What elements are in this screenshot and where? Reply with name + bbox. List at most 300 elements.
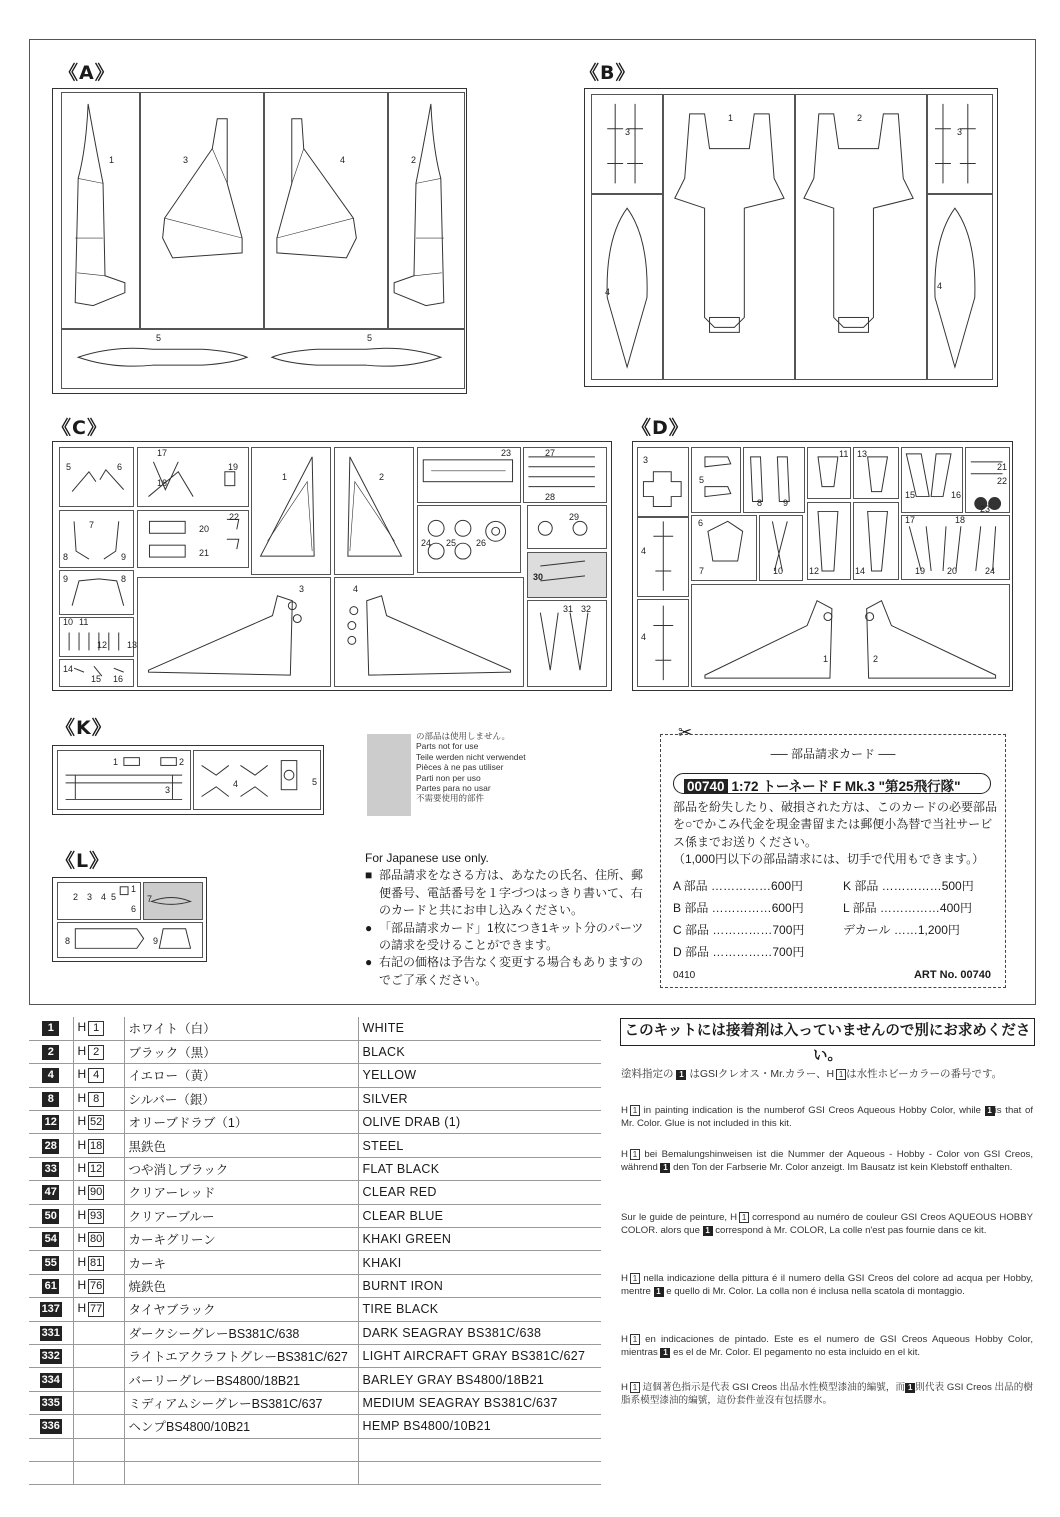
color-name-jp: クリアーブルー bbox=[124, 1204, 358, 1227]
part-number: 5 bbox=[312, 777, 318, 787]
hobby-color-box: 77 bbox=[90, 1303, 103, 1316]
color-name-jp: ダークシーグレーBS381C/638 bbox=[124, 1321, 358, 1344]
hobby-color-box: 1 bbox=[630, 1382, 640, 1393]
legend-line: Teile werden nicht verwendet bbox=[416, 751, 526, 762]
part-number: 20 bbox=[199, 524, 210, 534]
part-number: 22 bbox=[229, 512, 240, 522]
paint-note-es bbox=[621, 1333, 1033, 1359]
part-number: 8 bbox=[63, 552, 69, 562]
mr-color-cell bbox=[29, 1321, 73, 1344]
part-number: 15 bbox=[91, 674, 102, 684]
note-text: 則代表 GSI Creos 出品的樹脂系模型漆油的編號，這份套件並沒有包括膠水。 bbox=[621, 1382, 1033, 1406]
part-number: 25 bbox=[446, 538, 457, 548]
jp-notes-heading: For Japanese use only. bbox=[365, 851, 489, 865]
color-name-jp: ホワイト（白） bbox=[124, 1017, 358, 1040]
part-number: 1 bbox=[282, 472, 288, 482]
part-number: 32 bbox=[581, 604, 592, 614]
color-name-en: HEMP BS4800/10B21 bbox=[358, 1415, 601, 1438]
sprue-b-label: 《B》 bbox=[580, 62, 636, 84]
part-number: 14 bbox=[63, 664, 74, 674]
glue-notice: このキットには接着剤は入っていませんので別にお求めください。 bbox=[620, 1018, 1035, 1046]
color-name-en: TIRE BLACK bbox=[358, 1298, 601, 1321]
hobby-prefix: H bbox=[77, 1254, 87, 1269]
part-number: 16 bbox=[951, 490, 962, 500]
color-name-en bbox=[358, 1438, 601, 1461]
mr-color-badge: 137 bbox=[41, 1303, 60, 1316]
part-number: 9 bbox=[153, 936, 159, 946]
part-number: 24 bbox=[985, 566, 996, 576]
part-number: 6 bbox=[698, 518, 704, 528]
color-name-en: OLIVE DRAB (1) bbox=[358, 1111, 601, 1134]
hobby-prefix: H bbox=[77, 1184, 87, 1199]
paint-row bbox=[29, 1134, 601, 1157]
note-text: は水性ホビーカラーの番号です。 bbox=[846, 1068, 1003, 1080]
price-row: K 部品 ……………500円 bbox=[843, 879, 974, 893]
color-name-en: CLEAR BLUE bbox=[358, 1204, 601, 1227]
part-number: 7 bbox=[699, 566, 705, 576]
jp-note-item bbox=[365, 867, 645, 919]
part-number: 21 bbox=[997, 462, 1008, 472]
art-number: ART No. 00740 bbox=[913, 969, 991, 981]
note-text: correspond au numéro de couleur GSI Creos AQUEOUS HOBBY COLOR. alors que bbox=[621, 1212, 1033, 1236]
part-number: 8 bbox=[757, 498, 763, 508]
part-number: 6 bbox=[131, 904, 137, 914]
part-number: 23 bbox=[501, 448, 512, 458]
part-number: 21 bbox=[199, 548, 210, 558]
note-text: 這個著色指示是代表 GSI Creos 出品水性模型漆油的編號，而 bbox=[639, 1382, 906, 1393]
mr-color-badge: 28 bbox=[42, 1139, 59, 1154]
hobby-prefix: H bbox=[77, 1067, 87, 1082]
mr-color-badge: 334 bbox=[41, 1373, 60, 1386]
paint-row bbox=[29, 1438, 601, 1461]
mr-color-badge: 1 bbox=[654, 1287, 664, 1297]
color-name-jp: バーリーグレーBS4800/18B21 bbox=[124, 1368, 358, 1391]
hobby-color-box: 8 bbox=[88, 1092, 104, 1107]
paint-row bbox=[29, 1111, 601, 1134]
sprue-d-label: 《D》 bbox=[632, 417, 689, 439]
mr-color-badge: 55 bbox=[42, 1256, 59, 1271]
note-text: correspond à Mr. COLOR, La colle n'est pas fournie dans ce kit. bbox=[712, 1225, 987, 1236]
price-value: 600円 bbox=[771, 879, 804, 893]
bullet: ■ bbox=[365, 868, 373, 883]
color-name-en: YELLOW bbox=[358, 1064, 601, 1087]
sprue-b bbox=[584, 88, 998, 387]
color-name-jp: ブラック（黒） bbox=[124, 1040, 358, 1063]
part-number: 17 bbox=[157, 448, 168, 458]
card-instructions: 部品を紛失したり、破損された方は、このカードの必要部品を○でかこみ代金を現金書留または郵便小為替で当社サービス係までお送りください。 bbox=[673, 800, 998, 849]
hobby-color-box: 1 bbox=[88, 1021, 104, 1036]
paint-row bbox=[29, 1181, 601, 1204]
part-number: 3 bbox=[643, 455, 649, 465]
part-number: 7 bbox=[147, 894, 153, 904]
sprue-a bbox=[52, 88, 467, 394]
paint-note-en bbox=[621, 1104, 1033, 1130]
part-number: 9 bbox=[63, 574, 69, 584]
price-part: K 部品 bbox=[843, 879, 879, 893]
part-number: 4 bbox=[340, 155, 346, 165]
legend-line: Parti non per uso bbox=[416, 772, 481, 783]
part-number: 5 bbox=[156, 333, 162, 343]
hobby-color-cell bbox=[73, 1111, 124, 1134]
mr-color-cell bbox=[29, 1391, 73, 1414]
part-number: 11 bbox=[839, 449, 849, 459]
mr-color-cell bbox=[29, 1461, 73, 1484]
price-part: C 部品 bbox=[673, 923, 710, 937]
jp-order-notes bbox=[365, 850, 645, 989]
color-name-jp: クリアーレッド bbox=[124, 1181, 358, 1204]
mr-color-badge: 332 bbox=[41, 1350, 60, 1363]
part-number: 18 bbox=[157, 478, 168, 488]
note-text: is that of Mr. Color. Glue is not included in this kit. bbox=[621, 1105, 1034, 1129]
sprue-b-parts bbox=[585, 89, 997, 386]
hobby-color-box: 90 bbox=[90, 1186, 103, 1199]
part-number: 28 bbox=[545, 492, 556, 502]
color-name-en: BLACK bbox=[358, 1040, 601, 1063]
part-number: 8 bbox=[121, 574, 127, 584]
mr-color-cell bbox=[29, 1415, 73, 1438]
sprue-k-parts bbox=[53, 746, 323, 814]
part-number: 14 bbox=[855, 566, 866, 576]
part-number: 5 bbox=[367, 333, 373, 343]
hobby-color-cell bbox=[73, 1087, 124, 1110]
part-number: 3 bbox=[183, 155, 189, 165]
part-number: 18 bbox=[955, 515, 966, 525]
part-number: 23 bbox=[980, 504, 991, 514]
hobby-color-box: 1 bbox=[739, 1212, 749, 1223]
hobby-color-box: 1 bbox=[630, 1334, 640, 1345]
price-row: A 部品 ……………600円 bbox=[673, 879, 804, 893]
mr-color-cell bbox=[29, 1368, 73, 1391]
sprue-a-parts bbox=[53, 89, 466, 393]
mr-color-cell bbox=[29, 1157, 73, 1180]
hobby-color-box: 80 bbox=[90, 1233, 103, 1246]
color-name-jp: シルバー（銀） bbox=[124, 1087, 358, 1110]
part-number: 8 bbox=[65, 936, 71, 946]
hobby-color-cell bbox=[73, 1064, 124, 1087]
hobby-color-cell bbox=[73, 1344, 124, 1367]
part-number: 1 bbox=[823, 654, 829, 664]
color-name-jp: つや消しブラック bbox=[124, 1157, 358, 1180]
note-text: en indicaciones de pintado. Este es el numero de GSI Creos Aqueous Hobby Color, mientras bbox=[621, 1334, 1033, 1358]
price-row: デカール ……1,200円 bbox=[843, 923, 960, 937]
mr-color-cell bbox=[29, 1111, 73, 1134]
color-name-en: DARK SEAGRAY BS381C/638 bbox=[358, 1321, 601, 1344]
card-code: 0410 bbox=[673, 970, 696, 981]
part-number: 3 bbox=[957, 127, 963, 137]
hobby-color-cell bbox=[73, 1157, 124, 1180]
part-number: 2 bbox=[411, 155, 417, 165]
bullet: ● bbox=[365, 920, 373, 935]
mr-color-cell bbox=[29, 1134, 73, 1157]
part-number: 5 bbox=[699, 475, 705, 485]
paint-row bbox=[29, 1461, 601, 1484]
hobby-color-box: 12 bbox=[90, 1163, 103, 1176]
part-number: 16 bbox=[113, 674, 124, 684]
note-text: bei Bemalungshinweisen ist die Nummer der Aqueous - Hobby - Color von GSI Creos, während bbox=[621, 1149, 1033, 1173]
color-name-en: KHAKI bbox=[358, 1251, 601, 1274]
hobby-color-box: 2 bbox=[88, 1045, 104, 1060]
color-name-jp bbox=[124, 1438, 358, 1461]
part-number: 12 bbox=[97, 640, 108, 650]
price-part: デカール bbox=[843, 923, 891, 937]
color-name-jp: イエロー（黄） bbox=[124, 1064, 358, 1087]
part-number: 2 bbox=[179, 757, 185, 767]
mr-color-badge: 1 bbox=[676, 1070, 686, 1080]
hobby-color-cell bbox=[73, 1017, 124, 1040]
part-number: 26 bbox=[476, 538, 487, 548]
part-number: 1 bbox=[113, 757, 119, 767]
hobby-color-cell bbox=[73, 1251, 124, 1274]
mr-color-cell bbox=[29, 1040, 73, 1063]
note-text: H bbox=[621, 1382, 628, 1393]
hobby-prefix: H bbox=[77, 1301, 87, 1316]
color-name-en: CLEAR RED bbox=[358, 1181, 601, 1204]
color-name-jp: ライトエアクラフトグレーBS381C/627 bbox=[124, 1344, 358, 1367]
hobby-color-box: 18 bbox=[90, 1139, 103, 1152]
hobby-color-box: 52 bbox=[90, 1116, 103, 1129]
hobby-prefix: H bbox=[77, 1090, 87, 1105]
bullet: ● bbox=[365, 955, 373, 970]
mr-color-badge: 1 bbox=[42, 1021, 59, 1036]
mr-color-cell bbox=[29, 1228, 73, 1251]
mr-color-badge: 1 bbox=[905, 1383, 915, 1393]
sprue-c-parts bbox=[53, 442, 611, 690]
hobby-color-box: 93 bbox=[90, 1209, 103, 1222]
color-name-en: LIGHT AIRCRAFT GRAY BS381C/627 bbox=[358, 1344, 601, 1367]
color-name-en: SILVER bbox=[358, 1087, 601, 1110]
not-used-swatch bbox=[367, 734, 411, 816]
legend-line: Partes para no usar bbox=[416, 783, 491, 794]
part-number: 10 bbox=[63, 617, 74, 627]
hobby-prefix: H bbox=[77, 1044, 87, 1059]
color-name-en: BARLEY GRAY BS4800/18B21 bbox=[358, 1368, 601, 1391]
price-value: 1,200円 bbox=[917, 923, 960, 937]
sprue-c bbox=[52, 441, 612, 691]
price-row: C 部品 ……………700円 bbox=[673, 923, 805, 937]
sprue-c-label: 《C》 bbox=[52, 417, 107, 439]
part-number: 9 bbox=[783, 498, 789, 508]
paint-table bbox=[29, 1017, 601, 1485]
price-part: A 部品 bbox=[673, 879, 708, 893]
jp-note-text: 「部品請求カード」1枚につき1キット分のパーツの請求を受けることができます。 bbox=[379, 920, 644, 953]
paint-row bbox=[29, 1064, 601, 1087]
part-number: 22 bbox=[997, 476, 1008, 486]
part-number: 13 bbox=[857, 449, 868, 459]
paint-row bbox=[29, 1040, 601, 1063]
note-text: nella indicazione della pittura é il numero della GSI Creos del colore ad acqua per Hobby, mentre bbox=[621, 1273, 1033, 1297]
parts-order-card bbox=[660, 734, 1006, 988]
mr-color-cell bbox=[29, 1274, 73, 1297]
part-number: 6 bbox=[117, 462, 123, 472]
sprue-l-label: 《L》 bbox=[56, 850, 110, 872]
sprue-k bbox=[52, 745, 324, 815]
color-name-jp: カーキグリーン bbox=[124, 1228, 358, 1251]
part-number: 27 bbox=[545, 448, 556, 458]
part-number: 2 bbox=[379, 472, 385, 482]
mr-color-cell bbox=[29, 1064, 73, 1087]
part-number: 29 bbox=[569, 512, 580, 522]
color-name-jp: タイヤブラック bbox=[124, 1298, 358, 1321]
price-part: B 部品 bbox=[673, 901, 709, 915]
paint-row bbox=[29, 1298, 601, 1321]
hobby-prefix: H bbox=[77, 1161, 87, 1176]
hobby-color-box: 1 bbox=[630, 1105, 640, 1116]
part-number: 10 bbox=[773, 566, 784, 576]
price-value: 500円 bbox=[941, 879, 974, 893]
mr-color-badge: 336 bbox=[41, 1420, 60, 1433]
hobby-color-box: 1 bbox=[630, 1149, 640, 1160]
mr-color-badge: 33 bbox=[42, 1162, 59, 1177]
hobby-color-box: 1 bbox=[836, 1069, 846, 1080]
color-name-jp: ヘンプBS4800/10B21 bbox=[124, 1415, 358, 1438]
jp-note-text: 右記の価格は予告なく変更する場合もありますのでご了承ください。 bbox=[379, 955, 644, 987]
sprue-l bbox=[52, 877, 207, 962]
jp-note-item bbox=[365, 920, 645, 955]
legend-line: の部品は使用しません。 bbox=[416, 731, 511, 741]
hobby-prefix: H bbox=[77, 1020, 87, 1035]
part-number: 4 bbox=[641, 546, 647, 556]
paint-row bbox=[29, 1368, 601, 1391]
part-number: 2 bbox=[873, 654, 879, 664]
mr-color-badge: 1 bbox=[660, 1348, 670, 1358]
color-name-jp: オリーブドラブ（1） bbox=[124, 1111, 358, 1134]
price-part: L 部品 bbox=[843, 901, 877, 915]
part-number: 3 bbox=[87, 892, 93, 902]
card-body bbox=[673, 799, 997, 869]
note-text: H bbox=[621, 1334, 628, 1345]
paint-row bbox=[29, 1087, 601, 1110]
note-text: e quello di Mr. Color. La colla non é inclusa nella scatola di montaggio. bbox=[663, 1286, 965, 1297]
paint-row bbox=[29, 1344, 601, 1367]
price-value: 700円 bbox=[772, 923, 805, 937]
part-number: 3 bbox=[299, 584, 305, 594]
mr-color-badge: 331 bbox=[41, 1326, 60, 1339]
mr-color-badge: 50 bbox=[42, 1209, 59, 1224]
note-text: es el de Mr. Color. El pegamento no esta incluido en el kit. bbox=[670, 1347, 921, 1358]
hobby-color-cell bbox=[73, 1461, 124, 1484]
mr-color-badge: 8 bbox=[42, 1092, 59, 1107]
hobby-color-cell bbox=[73, 1204, 124, 1227]
price-row: D 部品 ……………700円 bbox=[673, 945, 805, 959]
paint-note-it bbox=[621, 1272, 1033, 1298]
note-text: in painting indication is the numberof GSI Creos Aqueous Hobby Color, while bbox=[639, 1105, 985, 1116]
mr-color-badge: 61 bbox=[42, 1279, 59, 1294]
part-number: 17 bbox=[905, 515, 916, 525]
hobby-color-cell bbox=[73, 1438, 124, 1461]
hobby-color-cell bbox=[73, 1415, 124, 1438]
hobby-color-cell bbox=[73, 1321, 124, 1344]
color-name-en: STEEL bbox=[358, 1134, 601, 1157]
sprue-a-label: 《A》 bbox=[59, 62, 115, 84]
hobby-color-box: 1 bbox=[630, 1273, 640, 1284]
paint-row bbox=[29, 1157, 601, 1180]
product-name: 1:72 トーネード F Mk.3 "第25飛行隊" bbox=[731, 779, 961, 794]
hobby-color-box: 4 bbox=[88, 1068, 104, 1083]
mr-color-badge: 4 bbox=[42, 1068, 59, 1083]
color-name-en: MEDIUM SEAGRAY BS381C/637 bbox=[358, 1391, 601, 1414]
note-text: はGSIクレオス・Mr.カラー、H bbox=[689, 1068, 835, 1080]
part-number: 3 bbox=[625, 127, 631, 137]
mr-color-badge: 1 bbox=[660, 1163, 670, 1173]
color-name-jp bbox=[124, 1461, 358, 1484]
hobby-prefix: H bbox=[77, 1114, 87, 1129]
part-number: 4 bbox=[101, 892, 107, 902]
price-value: 600円 bbox=[771, 901, 804, 915]
color-name-jp: ミディアムシーグレーBS381C/637 bbox=[124, 1391, 358, 1414]
jp-note-item bbox=[365, 954, 645, 989]
mr-color-cell bbox=[29, 1438, 73, 1461]
part-number: 1 bbox=[109, 155, 115, 165]
color-name-en: KHAKI GREEN bbox=[358, 1228, 601, 1251]
color-name-jp: カーキ bbox=[124, 1251, 358, 1274]
part-number: 9 bbox=[121, 552, 127, 562]
part-number: 11 bbox=[79, 617, 89, 627]
part-number: 19 bbox=[228, 462, 239, 472]
mr-color-badge: 12 bbox=[42, 1115, 59, 1130]
note-text: H bbox=[621, 1273, 628, 1284]
color-name-jp: 黒鉄色 bbox=[124, 1134, 358, 1157]
part-number: 1 bbox=[131, 884, 137, 894]
price-row: B 部品 ……………600円 bbox=[673, 901, 804, 915]
note-text: den Ton der Farbserie Mr. Color anzeigt. Im Bausatz ist kein Klebstoff enthalten. bbox=[670, 1162, 1013, 1173]
price-part: D 部品 bbox=[673, 945, 710, 959]
paint-row bbox=[29, 1017, 601, 1040]
part-number: 13 bbox=[127, 640, 138, 650]
mr-color-cell bbox=[29, 1017, 73, 1040]
part-number: 4 bbox=[605, 287, 611, 297]
color-name-en: FLAT BLACK bbox=[358, 1157, 601, 1180]
mr-color-badge: 1 bbox=[703, 1226, 713, 1236]
hobby-color-cell bbox=[73, 1181, 124, 1204]
sprue-d bbox=[632, 441, 1013, 691]
part-number: 5 bbox=[111, 892, 117, 902]
paint-row bbox=[29, 1391, 601, 1414]
part-number: 4 bbox=[233, 779, 239, 789]
mr-color-cell bbox=[29, 1087, 73, 1110]
part-number: 19 bbox=[915, 566, 926, 576]
part-number: 7 bbox=[89, 520, 95, 530]
mr-color-badge: 2 bbox=[42, 1045, 59, 1060]
jp-note-text: 部品請求をなさる方は、あなたの氏名、住所、郵便番号、電話番号を１字づつはっきり書いて、右のカードと共にお申し込みください。 bbox=[379, 868, 644, 918]
product-code: 00740 bbox=[684, 779, 728, 794]
paint-row bbox=[29, 1228, 601, 1251]
paint-row bbox=[29, 1274, 601, 1297]
hobby-prefix: H bbox=[77, 1231, 87, 1246]
note-text: 塗料指定の bbox=[621, 1068, 674, 1080]
not-used-legend bbox=[416, 731, 526, 804]
price-value: 400円 bbox=[939, 901, 972, 915]
paint-row bbox=[29, 1204, 601, 1227]
part-number: 2 bbox=[73, 892, 79, 902]
color-name-jp: 焼鉄色 bbox=[124, 1274, 358, 1297]
paint-note-de bbox=[621, 1148, 1033, 1174]
part-number: 1 bbox=[728, 113, 734, 123]
part-number: 31 bbox=[563, 604, 574, 614]
color-name-en: WHITE bbox=[358, 1017, 601, 1040]
note-text: H bbox=[621, 1149, 628, 1160]
mr-color-badge: 47 bbox=[42, 1185, 59, 1200]
sprue-k-label: 《K》 bbox=[56, 717, 112, 739]
part-number: 15 bbox=[905, 490, 916, 500]
legend-line: Parts not for use bbox=[416, 741, 479, 752]
mr-color-cell bbox=[29, 1251, 73, 1274]
legend-line: Pièces à ne pas utiliser bbox=[416, 762, 504, 773]
hobby-color-cell bbox=[73, 1274, 124, 1297]
card-stamp-note: （1,000円以下の部品請求には、切手で代用もできます。） bbox=[673, 852, 985, 867]
mr-color-cell bbox=[29, 1344, 73, 1367]
hobby-color-box: 76 bbox=[90, 1279, 103, 1292]
mr-color-cell bbox=[29, 1298, 73, 1321]
